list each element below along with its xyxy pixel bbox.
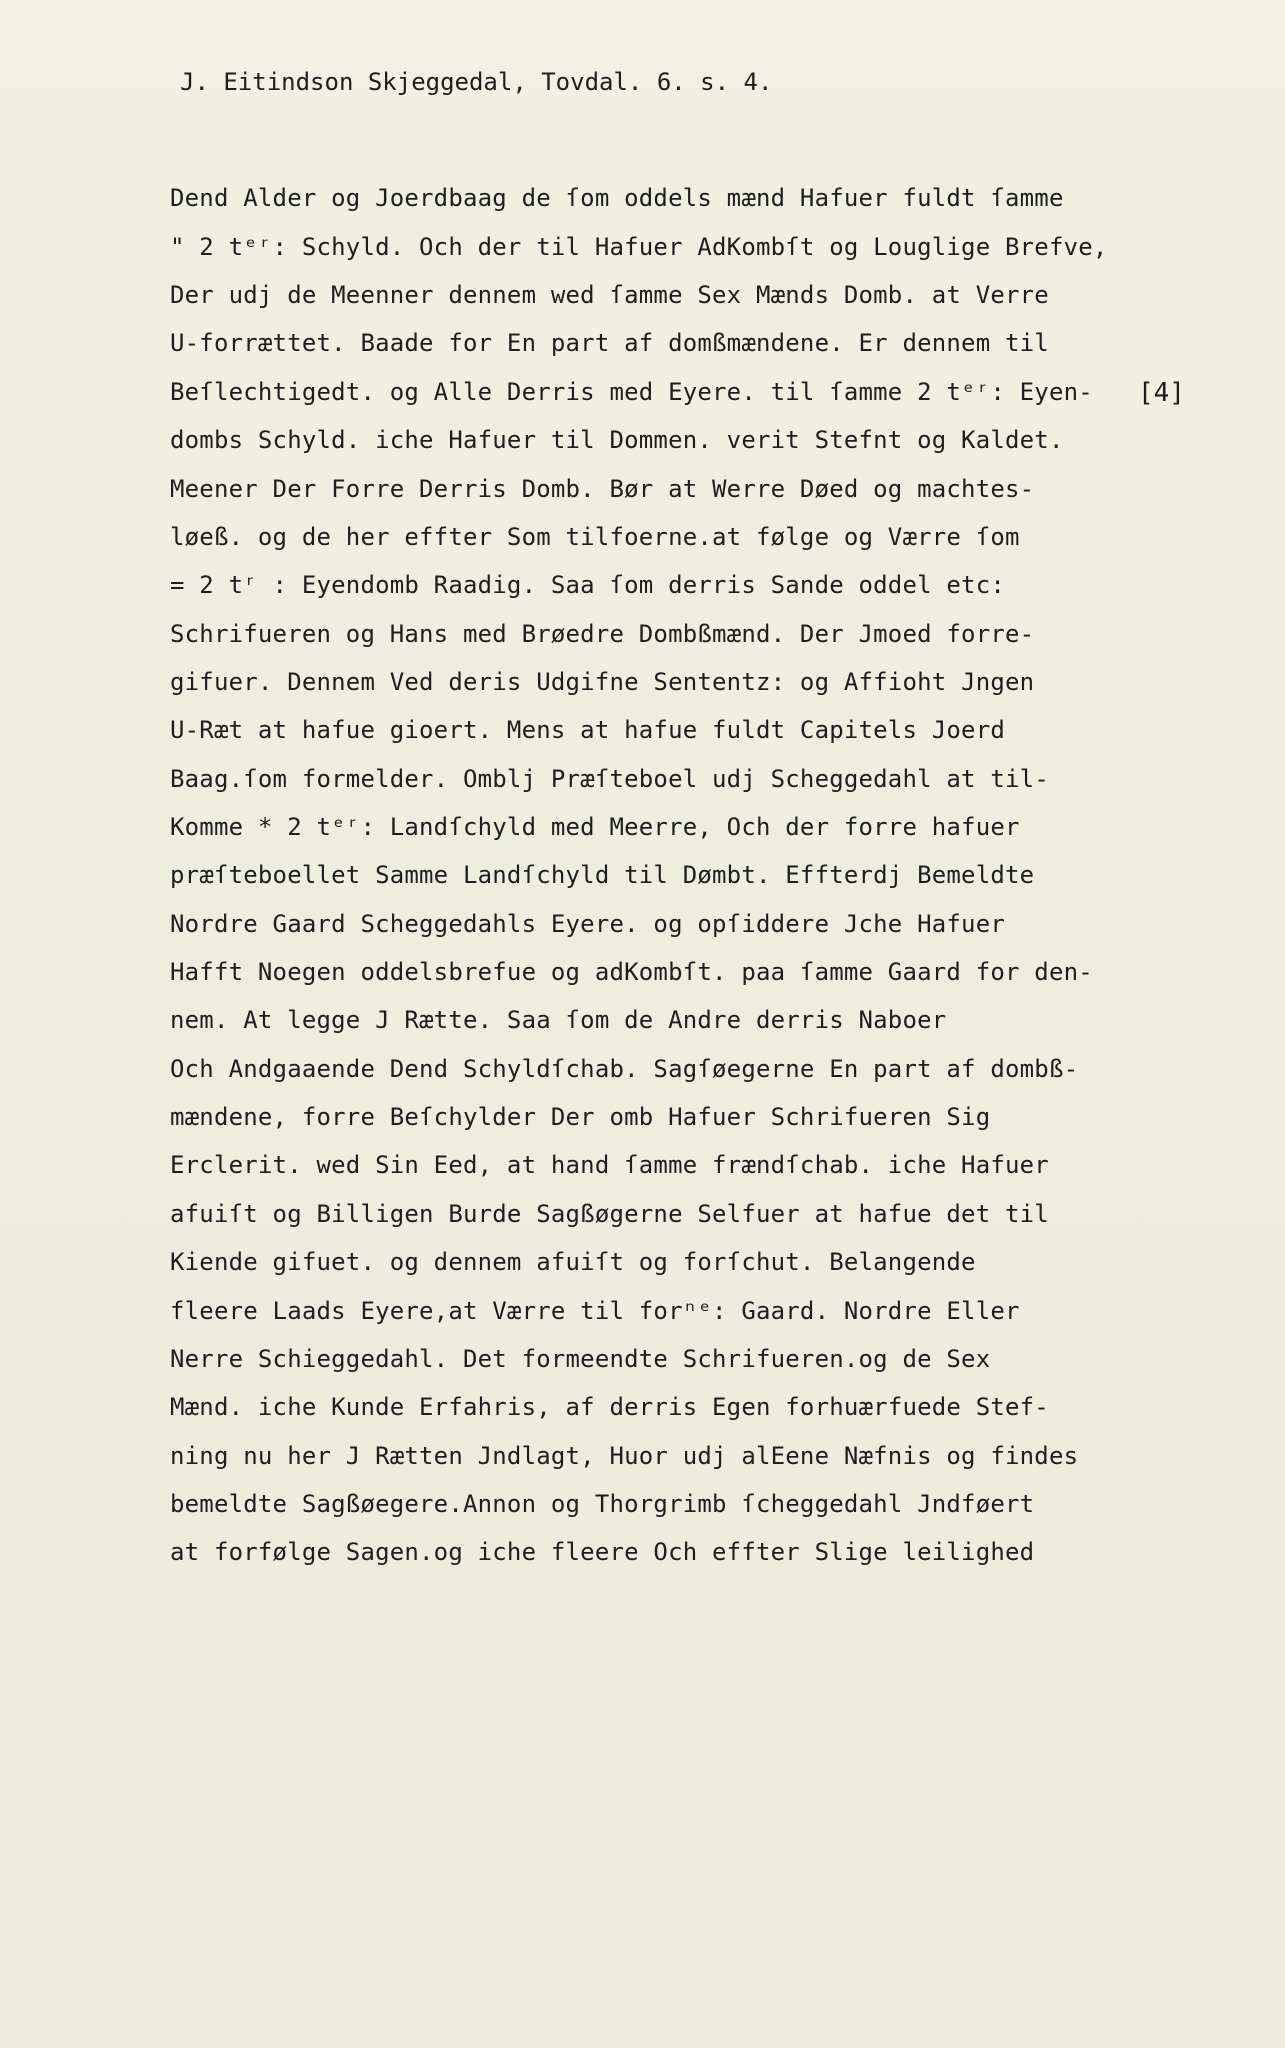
text-line: Hafft Noegen oddelsbrefue og adKombſt. paa ſamme Gaard for den- xyxy=(170,958,1093,986)
text-line: gifuer. Dennem Ved deris Udgifne Sententz: og Affioht Jngen xyxy=(170,668,1035,696)
text-line: Schrifueren og Hans med Brøedre Dombßmænd. Der Jmoed forre- xyxy=(170,620,1035,648)
text-line: bemeldte Sagßøegere.Annon og Thorgrimb ſcheggedahl Jndføert xyxy=(170,1490,1035,1518)
text-line: Och Andgaaende Dend Schyldſchab. Sagſøegerne En part af dombß- xyxy=(170,1055,1079,1083)
text-line: Erclerit. wed Sin Eed, at hand ſamme frændſchab. iche Hafuer xyxy=(170,1151,1049,1179)
text-line: Komme * 2 tᵉʳ: Landſchyld med Meerre, Och der forre hafuer xyxy=(170,813,1020,841)
text-line: U-forrættet. Baade for En part af domßmændene. Er dennem til xyxy=(170,329,1049,357)
text-line: nem. At legge J Rætte. Saa ſom de Andre derris Naboer xyxy=(170,1006,947,1034)
margin-page-number: [4] xyxy=(1138,378,1185,408)
text-line: Nordre Gaard Scheggedahls Eyere. og opſiddere Jche Hafuer xyxy=(170,910,1006,938)
document-header: J. Eitindson Skjeggedal, Tovdal. 6. s. 4. xyxy=(180,68,773,96)
text-line: løeß. og de her effter Som tilfoerne.at følge og Værre ſom xyxy=(170,523,1020,551)
text-line: præſteboellet Samme Landſchyld til Dømbt. Effterdj Bemeldte xyxy=(170,861,1035,889)
text-line: afuiſt og Billigen Burde Sagßøgerne Selfuer at hafue det til xyxy=(170,1200,1049,1228)
text-line: Mænd. iche Kunde Erfahris, af derris Egen forhuærfuede Stef- xyxy=(170,1393,1049,1421)
text-line: at forfølge Sagen.og iche fleere Och effter Slige leilighed xyxy=(170,1538,1035,1566)
text-line: Beſlechtigedt. og Alle Derris med Eyere. til ſamme 2 tᵉʳ: Eyen- xyxy=(170,378,1093,406)
text-line: dombs Schyld. iche Hafuer til Dommen. verit Stefnt og Kaldet. xyxy=(170,426,1064,454)
text-line: Nerre Schieggedahl. Det formeendte Schrifueren.og de Sex xyxy=(170,1345,991,1373)
text-line: ning nu her J Rætten Jndlagt, Huor udj alEene Næfnis og findes xyxy=(170,1442,1079,1470)
text-line: fleere Laads Eyere,at Værre til forⁿᵉ: Gaard. Nordre Eller xyxy=(170,1297,1020,1325)
text-line: Dend Alder og Joerdbaag de ſom oddels mænd Hafuer fuldt ſamme xyxy=(170,184,1064,212)
text-line: Baag.ſom formelder. Omblj Præſteboel udj Scheggedahl at til- xyxy=(170,765,1049,793)
text-line: Kiende gifuet. og dennem afuiſt og forſchut. Belangende xyxy=(170,1248,976,1276)
text-line: Meener Der Forre Derris Domb. Bør at Werre Døed og machtes- xyxy=(170,475,1035,503)
text-line: " 2 tᵉʳ: Schyld. Och der til Hafuer AdKombſt og Louglige Brefve, xyxy=(170,233,1108,261)
text-line: Der udj de Meenner dennem wed ſamme Sex Mænds Domb. at Verre xyxy=(170,281,1049,309)
text-line: U-Ræt at hafue gioert. Mens at hafue fuldt Capitels Joerd xyxy=(170,716,1006,744)
text-line: = 2 tʳ : Eyendomb Raadig. Saa ſom derris Sande oddel etc: xyxy=(170,571,1006,599)
text-line: mændene, forre Beſchylder Der omb Hafuer Schrifueren Sig xyxy=(170,1103,991,1131)
